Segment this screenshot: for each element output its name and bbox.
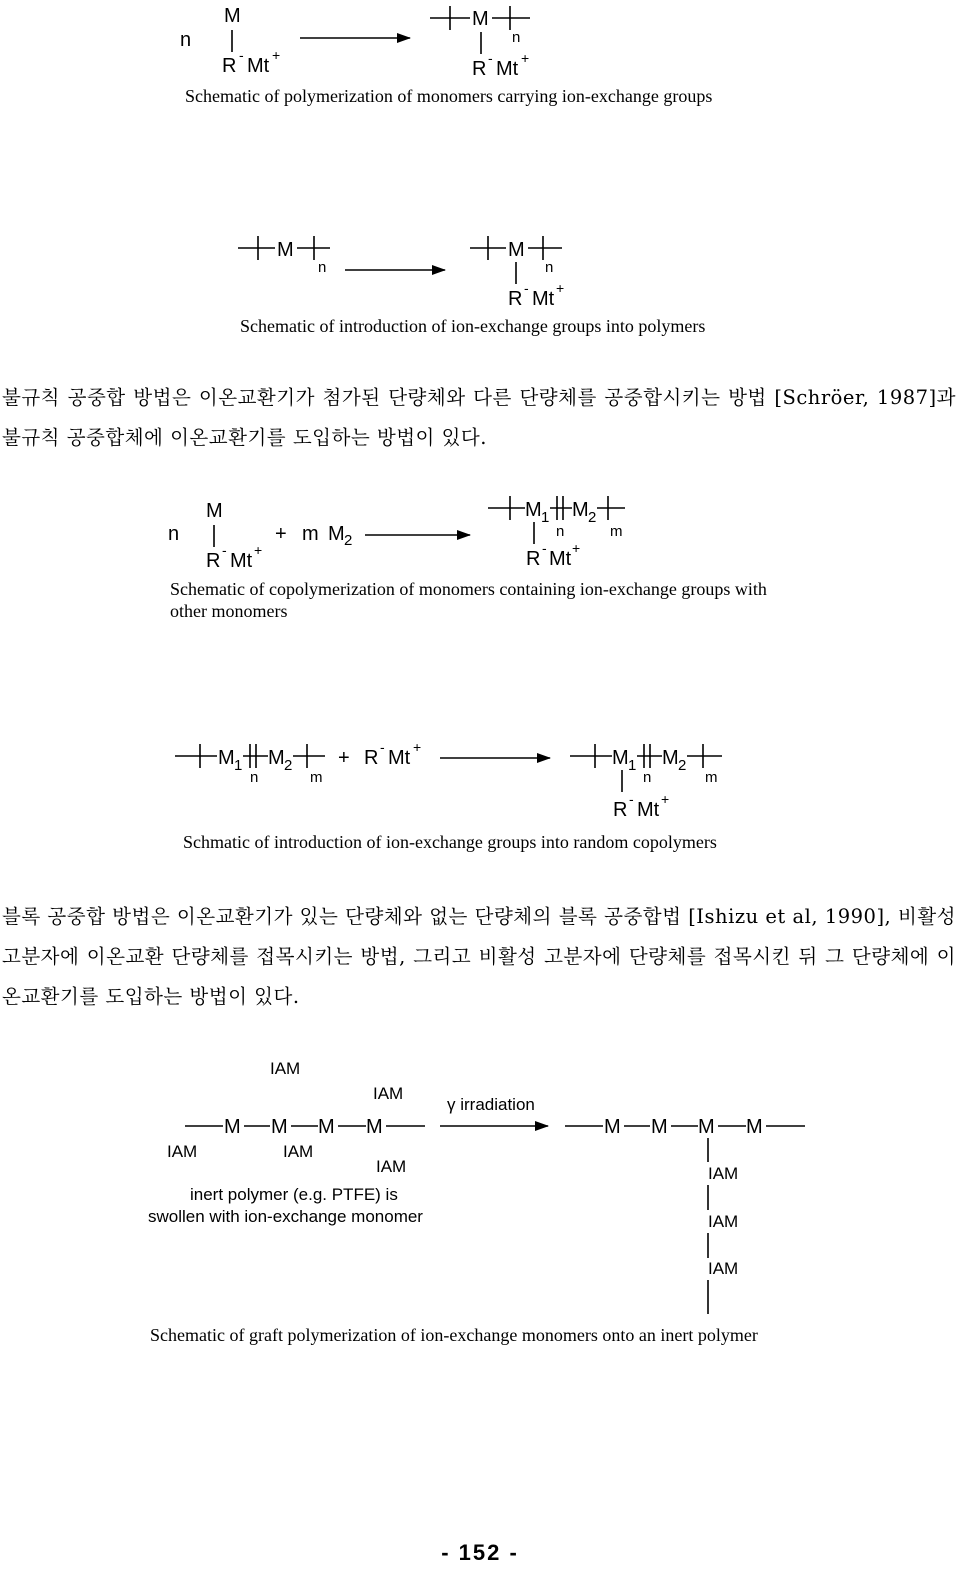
scheme-4-random-copolymer-functionalization [0,736,960,826]
chain-m-2: M [271,1116,288,1138]
iam-bottom-3: IAM [376,1157,407,1176]
svg-text:-: - [524,280,529,296]
scheme-4-caption: Schmatic of introduction of ion-exchange groups into random copolymers [183,832,717,852]
svg-text:+: + [661,791,670,807]
iam-bottom-2: IAM [283,1142,314,1161]
svg-text:+: + [254,542,263,558]
block-m1: M [218,747,235,769]
svg-text:-: - [380,739,385,755]
svg-text:-: - [222,542,227,558]
pendant-mt-product: Mt [496,58,519,80]
pendant-mt: Mt [532,288,555,310]
scheme-2-caption: Schematic of introduction of ion-exchange groups into polymers [240,316,706,336]
block-m2-index: 2 [588,509,597,526]
product-m2-index: 2 [678,757,687,774]
pendant-mt: Mt [230,550,253,572]
svg-text:-: - [542,540,547,556]
subscript-n-product: n [545,259,554,276]
subscript-m: m [610,523,623,540]
plus-sign: + [275,523,287,545]
graft-iam-3: IAM [708,1259,739,1278]
coefficient-n: n [180,29,192,51]
block-m2: M [572,499,589,521]
svg-text:-: - [239,47,244,63]
repeat-unit-m-product: M [508,239,525,261]
scheme-3-caption: Schematic of copolymerization of monomers containing ion-exchange groups with other monomers [170,579,767,621]
chain-m-4: M [366,1116,383,1138]
iam-top-1: IAM [270,1059,301,1078]
svg-text:+: + [572,540,581,556]
note-line-1: inert polymer (e.g. PTFE) is [190,1185,398,1204]
block-m2-index: 2 [284,757,293,774]
scheme-5-graft-polymerization [0,1050,960,1320]
comonomer-subscript: 2 [344,532,353,549]
pendant-r: R [508,288,523,310]
pendant-r-product: R [472,58,487,80]
scheme-1-caption: Schematic of polymerization of monomers carrying ion-exchange groups [185,86,713,106]
scheme-5-caption: Schematic of graft polymerization of ion-exchange monomers onto an inert polymer [150,1325,758,1345]
coefficient-m: m [302,523,319,545]
pendant-r-product: R [526,548,541,570]
chain-m-3: M [318,1116,335,1138]
pendant-r: R [222,55,237,77]
monomer-label: M [224,5,241,27]
block-m1: M [525,499,542,521]
product-block-m2: M [662,747,679,769]
product-subscript-n: n [643,769,652,786]
svg-text:-: - [488,50,493,66]
graft-chain-m-2: M [651,1116,668,1138]
iam-top-2: IAM [373,1084,404,1103]
reagent-mt: Mt [388,747,411,769]
scheme-2-ion-exchange-introduction [0,230,960,310]
product-subscript-m: m [705,769,718,786]
product-m1-index: 1 [628,757,637,774]
iam-bottom-1: IAM [167,1142,198,1161]
subscript-m: m [310,769,323,786]
pendant-mt-product: Mt [637,799,660,821]
svg-text:+: + [521,50,530,66]
subscript-n: n [512,29,521,46]
graft-iam-2: IAM [708,1212,739,1231]
block-m1-index: 1 [234,757,243,774]
paragraph-random-copolymerization: 불규칙 공중합 방법은 이온교환기가 첨가된 단량체와 다른 단량체를 공중합시키는 방법 [Schröer, 1987]과 불규칙 공중합체에 이온교환기를 도입하는 방법이 있다. [2,386,956,449]
graft-chain-m-1: M [604,1116,621,1138]
svg-text:+: + [272,47,281,63]
pendant-r: R [206,550,221,572]
subscript-n: n [318,259,327,276]
subscript-n: n [556,523,565,540]
repeat-unit-m: M [277,239,294,261]
svg-text:+: + [413,739,422,755]
repeat-unit-m: M [472,8,489,30]
pendant-mt: Mt [247,55,270,77]
scheme-3-copolymerization [0,490,960,580]
page-number: - 152 - [441,1540,519,1565]
pendant-r-product: R [613,799,628,821]
block-m2: M [268,747,285,769]
block-m1-index: 1 [541,509,550,526]
reagent-r: R [364,747,379,769]
graft-iam-1: IAM [708,1164,739,1183]
plus-sign: + [338,747,350,769]
subscript-n: n [250,769,259,786]
pendant-mt-product: Mt [549,548,572,570]
arrow-label-gamma-irradiation: γ irradiation [447,1095,535,1114]
svg-text:-: - [629,791,634,807]
comonomer-m: M [328,523,345,545]
graft-chain-m-4: M [746,1116,763,1138]
monomer-label: M [206,500,223,522]
graft-chain-m-3: M [698,1116,715,1138]
paragraph-block-copolymerization: 블록 공중합 방법은 이온교환기가 있는 단량체와 없는 단량체의 블록 공중합법 [Ishizu et al, 1990], 비활성 고분자에 이온교환 단량체를 접목시키는 방법, 그리고 비활성 고분자에 단량체를 접목시킨 뒤 그 단량체에 이온교환기를 도입하는 방법이 있다. [2,905,956,1008]
svg-text:+: + [556,280,565,296]
coefficient-n: n [168,523,180,545]
chain-m-1: M [224,1116,241,1138]
product-block-m1: M [612,747,629,769]
scheme-1-polymerization [0,0,960,90]
note-line-2: swollen with ion-exchange monomer [148,1207,423,1226]
